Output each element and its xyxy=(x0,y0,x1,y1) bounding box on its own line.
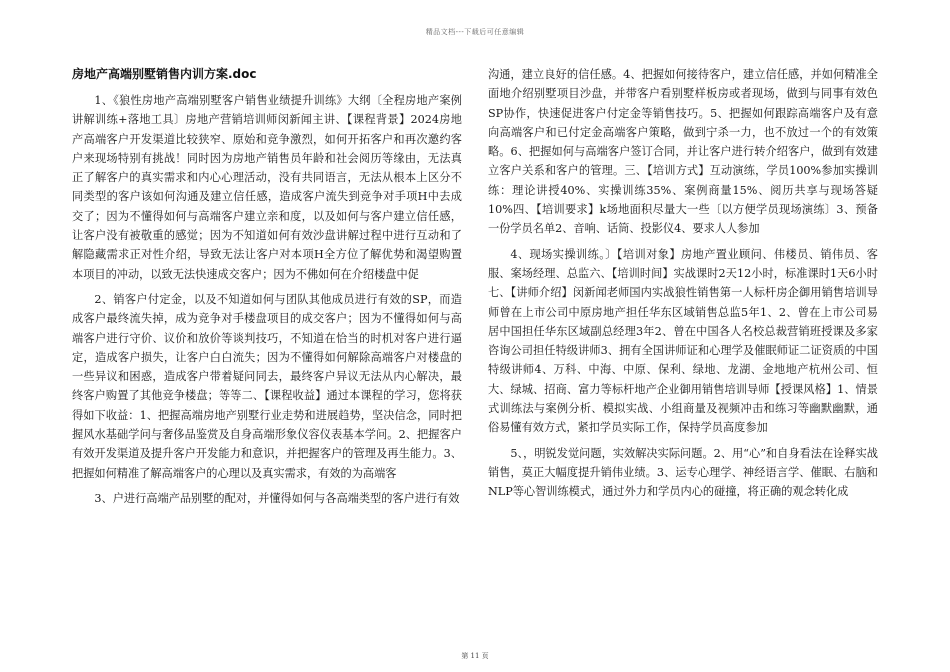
right-column xyxy=(488,65,878,508)
paragraph-5: 5、，明锐发觉问题，实效解决实际问题。2、用“心”和自身看法在诠释实战销售，莫正大幅度提升销伟业绩。3、运专心理学、神经语言学、催眠、右脑和NLP等心智训练模式，通过外力和学员内心的碰撞，将正确的观念转化成 xyxy=(488,446,878,499)
left-column xyxy=(72,64,462,514)
document-title: 房地产高端别墅销售内训方案.doc xyxy=(72,67,257,81)
paragraph-2: 2、销客户付定金，以及不知道如何与团队其他成员进行有效的SP，而造成客户最终流失掉，成为竞争对手楼盘项目的成交客户；因为不懂得如何与高端客户进行守价、议价和放价等谈判技巧，不知道在恰当的时机对客户进行逼定，造成客户损失，让客户白白流失；因为不懂得如何解除高端客户对楼盘的一些异议和困惑，造成客户带着疑问同去，最终客户异议无法从内心解决，最终客户购置了其他竞争楼盘；等等二、【课程收益】通过本课程的学习，您将获得如下收益：1、把握高端房地产别墅行业走势和进展趋势，坚决信念，同时把握风水基础学问与奢侈品鉴赏及自身高端形象仪容仪表基本学问。2、把握客户有效开发渠道及提升客户开发能力和意识，并把握客户的管理及再生能力。3、把握如何精准了解高端客户的心理以及真实需求，有效的为高端客 xyxy=(72,292,462,480)
paragraph-4: 4、现场实操训练。〕【培训对象】房地产置业顾问、伟楼员、销伟员、客服、案场经理、总监六、【培训时间】实战课时2天12小时，标准课时1天6小时七、【讲师介绍】闵新闻老师国内实战狼性销售第一人标杆房企御用销售培训导师曾在上市公司中原房地产担任华东区域销售总监5年1、2、曾在上市公司易居中国担任华东区域副总经理3年2、曾在中国各人名校总裁营销班授课及多家咨询公司担任特级讲师3、拥有全国讲师证和心理学及催眠师证二证资质的中国特级讲师4、万科、中海、中原、保利、绿地、龙湖、金地地产杭州公司、恒大、绿城、招商、富力等标杆地产企业御用销售培训导师【授课风格】1、情景式训练法与案例分析、模拟实战、小组商量及视频冲击和练习等幽默幽默，通俗易懂有效方式，紧扣学员实际工作，保持学员高度参加 xyxy=(488,247,878,435)
page-number: 第 11 页 xyxy=(461,652,489,660)
page-header: 精品文档---下载后可任意编辑 xyxy=(425,28,525,36)
paragraph-3: 3、户进行高端产品别墅的配对，并懂得如何与各高端类型的客户进行有效 xyxy=(94,491,460,505)
paragraph-3-continued: 沟通，建立良好的信任感。4、把握如何接待客户，建立信任感，并如何精准全面地介绍别墅项目沙盘，并带客户看别墅样板房或者现场，做到与同事有效色SP协作，快速促进客户付定金等销售技巧。5、把握如何跟踪高端客户及有意向高端客户和已付定金高端客户策略，做到宁杀一力，也不放过一个的有效策略。6、把握如何与高端客户签订合同，并让客户进行转介绍客户，做到有效建立客户关系和客户的管理。三、【培训方式】互动演练，学员100%参加实操训练：理论讲授40%、实操训练35%、案例商量15%、阅历共享与现场答疑10%四、【培训要求】k场地面积尽量大一些〔以方便学员现场演练〕3、预备一份学员名单2、音响、话筒、投影仪4、要求人人参加 xyxy=(488,68,878,236)
paragraph-1: 1、《狼性房地产高端别墅客户销售业绩提升训练》大纲〔全程房地产案例讲解训练+落地工具〕房地产营销培训师闵新闻主讲、【课程背景】2024房地产高端客户开发渠道比较狭窄、原始和竞争激烈，如何开拓客户和再次邀约客户来现场特别有挑战！同时因为房地产销售员年龄和社会阅历等缘由，无法真正了解客户的真实需求和内心心理活动，没有共同语言，无法从根本上区分不同类型的客户该如何沟通及建立信任感，造成客户流失到竞争对手项H中去成交了；因为不懂得如何与高端客户建立亲和度，以及如何与客户建立信任感，让客户没有被敬重的感觉；因为不知道如何有效沙盘讲解过程中进行互动和了解隐藏需求正对性介绍，导致无法让客户对本项H全方位了解优势和渴望购置本项目的冲动，以致无法快速成交客户；因为不佛如何在介绍楼盘中促 xyxy=(72,94,462,281)
